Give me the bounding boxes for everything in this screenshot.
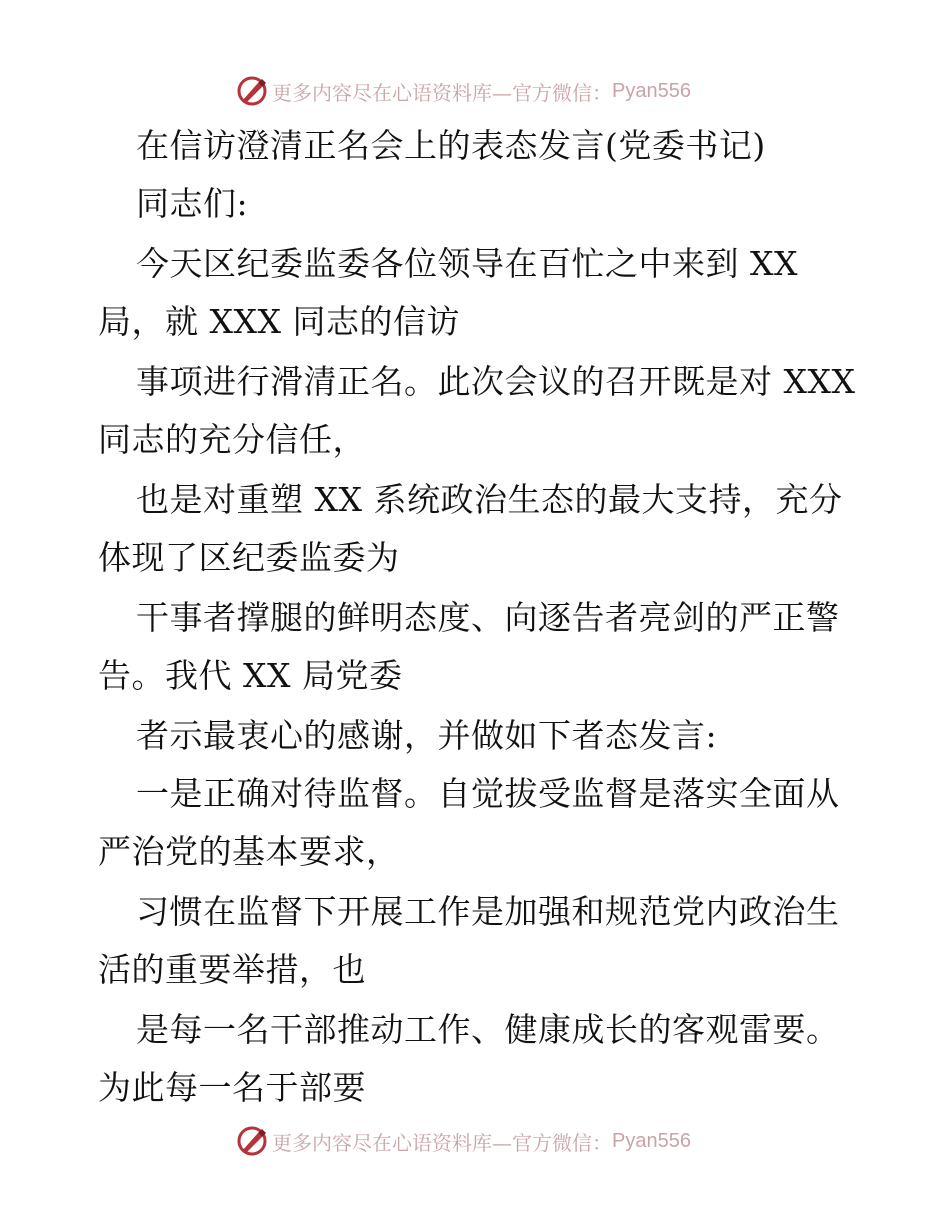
paragraph-line: 为此每一名于部要	[98, 1068, 366, 1107]
paragraph-line: 习惯在监督下开展工作是加强和规范党内政治生	[136, 892, 840, 931]
header-watermark	[236, 74, 691, 108]
watermark-text: 更多内容尽在心语资料库—官方微信：	[272, 1130, 612, 1155]
paragraph-line: 者示最衷心的感谢，并做如下者态发言:	[136, 716, 718, 755]
pen-logo-icon	[236, 1125, 268, 1157]
paragraph-line: 干事者撑腿的鲜明态度、向逐告者亮剑的严正警	[136, 598, 840, 637]
paragraph-line: 活的重要举措，也	[98, 950, 366, 989]
paragraph-line: 告。我代 XX 局党委	[98, 656, 403, 695]
paragraph-line: 今天区纪委监委各位领导在百忙之中来到 XX	[136, 244, 798, 283]
paragraph-line: 同志的充分信任，	[98, 420, 366, 459]
paragraph-line: 体现了区纪委监委为	[98, 538, 400, 577]
salutation: 同志们:	[136, 184, 249, 223]
paragraph-line: 是每一名干部推动工作、健康成长的客观雷要。	[136, 1010, 840, 1049]
paragraph-line: 事项进行滑清正名。此次会议的召开既是对 XXX	[136, 362, 856, 401]
paragraph-line: 也是对重塑 XX 系统政治生态的最大支持，充分	[136, 480, 843, 519]
watermark-handle: Pyan556	[612, 79, 691, 102]
pen-logo-icon	[236, 75, 268, 107]
paragraph-line: 严治党的基本要求，	[98, 832, 400, 871]
paragraph-line: 局，就 XXX 同志的信访	[98, 302, 460, 341]
footer-watermark	[236, 1124, 691, 1158]
watermark-handle: Pyan556	[612, 1129, 691, 1152]
document-title: 在信访澄清正名会上的表态发言(党委书记)	[136, 126, 766, 165]
watermark-text: 更多内容尽在心语资料库—官方微信：	[272, 80, 612, 105]
paragraph-line: 一是正确对待监督。自觉拔受监督是落实全面从	[136, 774, 840, 813]
